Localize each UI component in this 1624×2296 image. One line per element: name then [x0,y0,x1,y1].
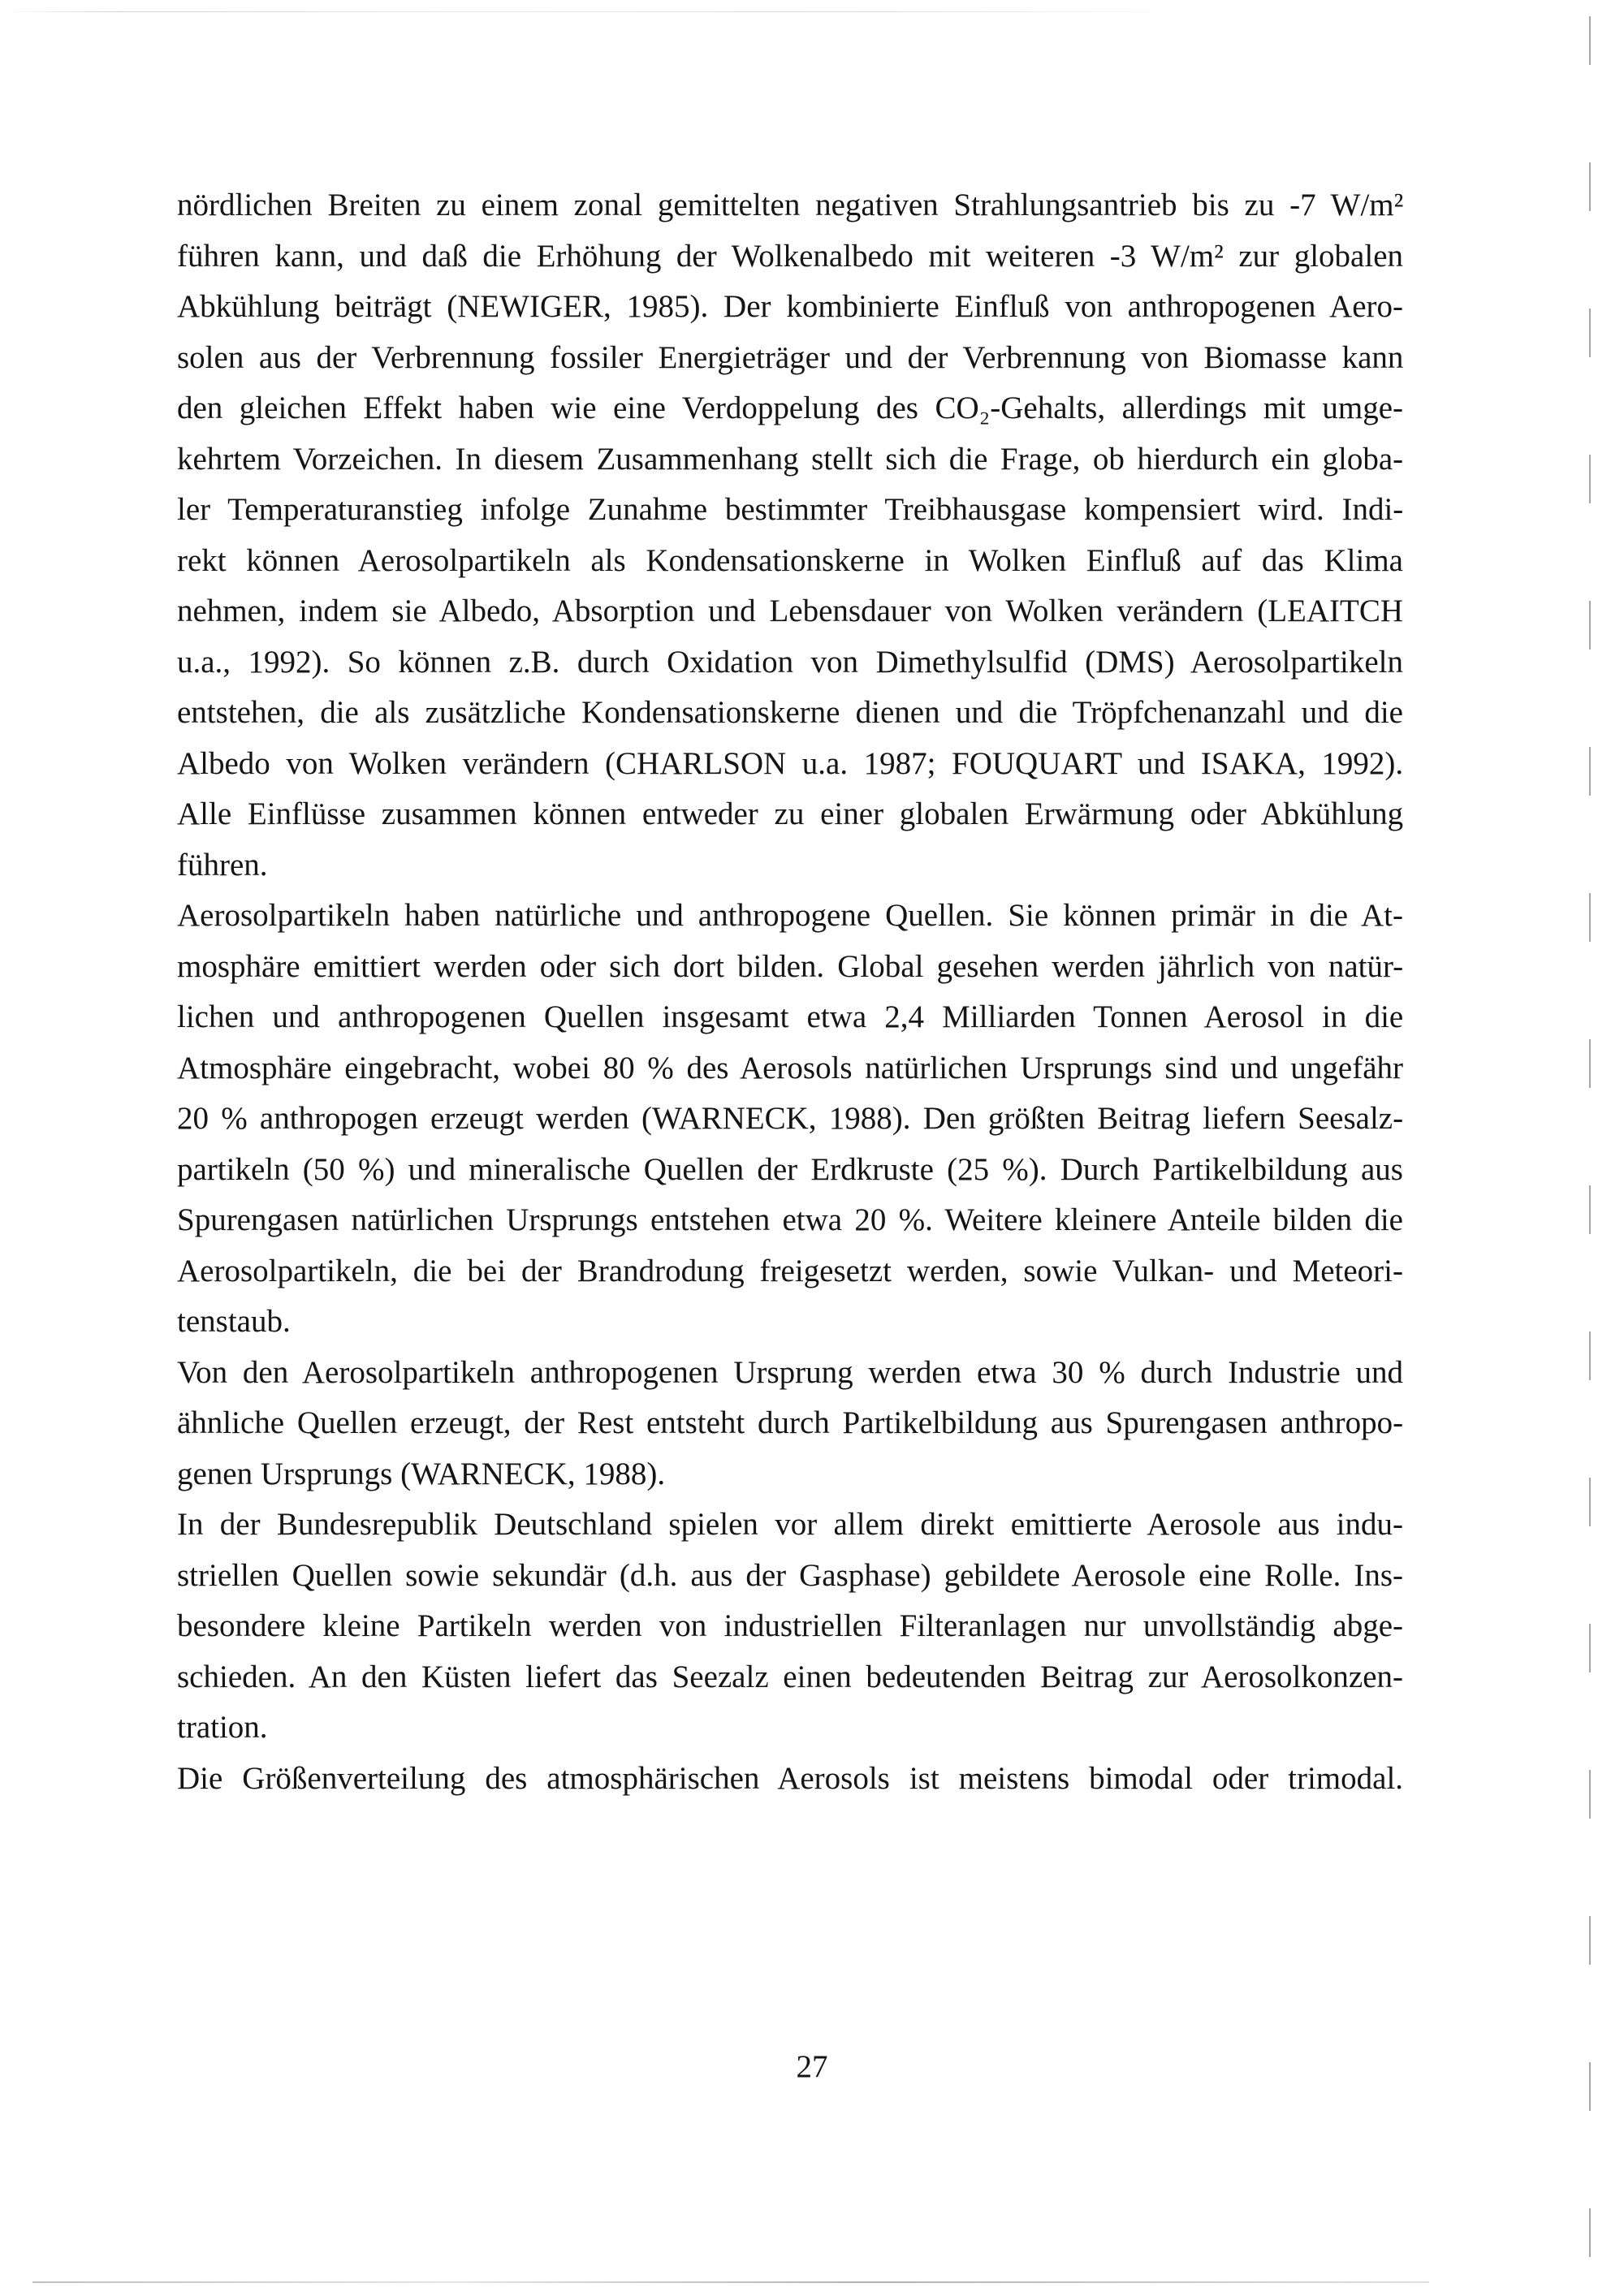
text-line: rekt können Aerosolpartikeln als Kondensationskerne in Wolken Einfluß auf das Klima [177,542,1403,578]
text-line: striellen Quellen sowie sekundär (d.h. aus der Gasphase) gebildete Aerosole eine Rolle. Ins- [177,1557,1403,1593]
text-line: tenstaub. [177,1304,291,1339]
paragraph-1 [177,180,1403,891]
scan-edge-bottom [32,2281,1429,2283]
text-line: führen kann, und daß die Erhöhung der Wolkenalbedo mit weiteren -3 W/m² zur globalen [177,238,1403,274]
text-line: u.a., 1992). So können z.B. durch Oxidation von Dimethylsulfid (DMS) Aerosolpartikeln [177,644,1403,680]
text-line: besondere kleine Partikeln werden von industriellen Filteranlagen nur unvollständig abge- [177,1608,1403,1643]
scan-edge-right [1589,16,1591,2281]
text-line: partikeln (50 %) und mineralische Quellen der Erdkruste (25 %). Durch Partikelbildung aus [177,1151,1403,1187]
text-line: führen. [177,847,268,883]
page-number: 27 [796,2049,828,2084]
paragraph-2 [177,891,1403,1348]
text-line: schieden. An den Küsten liefert das Seezalz einen bedeutenden Beitrag zur Aerosolkonzen- [177,1659,1403,1694]
scan-edge-top [0,11,1202,12]
text-line: kehrtem Vorzeichen. In diesem Zusammenhang stellt sich die Frage, ob hierdurch ein globa- [177,441,1404,477]
text-line: solen aus der Verbrennung fossiler Energieträger und der Verbrennung von Biomasse kann [177,339,1404,375]
text-line: Aerosolpartikeln, die bei der Brandrodung freigesetzt werden, sowie Vulkan- und Meteori- [177,1253,1403,1288]
text-line: ähnliche Quellen erzeugt, der Rest entsteht durch Partikelbildung aus Spurengasen anthropo- [177,1405,1404,1440]
text-line: Spurengasen natürlichen Ursprungs entstehen etwa 20 %. Weitere kleinere Anteile bilden die [177,1202,1403,1237]
text-line: nördlichen Breiten zu einem zonal gemittelten negativen Strahlungsantrieb bis zu -7 W/m² [177,188,1404,222]
paragraph-5 [177,1754,1403,1805]
document-body [177,180,1403,1804]
text-line: entstehen, die als zusätzliche Kondensationskerne dienen und die Tröpfchenanzahl und die [177,695,1403,730]
text-line: tration. [177,1710,268,1745]
paragraph-3 [177,1348,1403,1500]
text-line: nehmen, indem sie Albedo, Absorption und Lebensdauer von Wolken verändern (LEAITCH [177,593,1403,628]
text-line: Von den Aerosolpartikeln anthropogenen Ursprung werden etwa 30 % durch Industrie und [177,1354,1403,1390]
text-line: genen Ursprungs (WARNECK, 1988). [177,1456,666,1491]
text-line: Die Größenverteilung des atmosphärischen Aerosols ist meistens bimodal oder trimodal. [177,1760,1404,1796]
text-line: ler Temperaturanstieg infolge Zunahme bestimmter Treibhausgase kompensiert wird. Indi- [177,492,1404,527]
text-line: In der Bundesrepublik Deutschland spielen vor allem direkt emittierte Aerosole aus indu- [177,1507,1403,1542]
text-line: Alle Einflüsse zusammen können entweder zu einer globalen Erwärmung oder Abkühlung [177,796,1404,831]
paragraph-4 [177,1500,1403,1754]
text-line: lichen und anthropogenen Quellen insgesamt etwa 2,4 Milliarden Tonnen Aerosol in die [177,999,1404,1034]
text-line: Albedo von Wolken verändern (CHARLSON u.a. 1987; FOUQUART und ISAKA, 1992). [177,745,1404,781]
text-line: Aerosolpartikeln haben natürliche und anthropogene Quellen. Sie können primär in die At- [177,898,1403,933]
text-line: mosphäre emittiert werden oder sich dort bilden. Global gesehen werden jährlich von natür- [177,948,1404,984]
text-line: Abkühlung beiträgt (NEWIGER, 1985). Der kombinierte Einfluß von anthropogenen Aero- [177,289,1403,324]
text-line: 20 % anthropogen erzeugt werden (WARNECK, 1988). Den größten Beitrag liefern Seesalz- [177,1101,1404,1136]
text-line: Atmosphäre eingebracht, wobei 80 % des Aerosols natürlichen Ursprungs sind und ungefähr [177,1050,1403,1085]
text-line: den gleichen Effekt haben wie eine Verdoppelung des CO₂-Gehalts, allerdings mit umge- [177,391,1403,425]
